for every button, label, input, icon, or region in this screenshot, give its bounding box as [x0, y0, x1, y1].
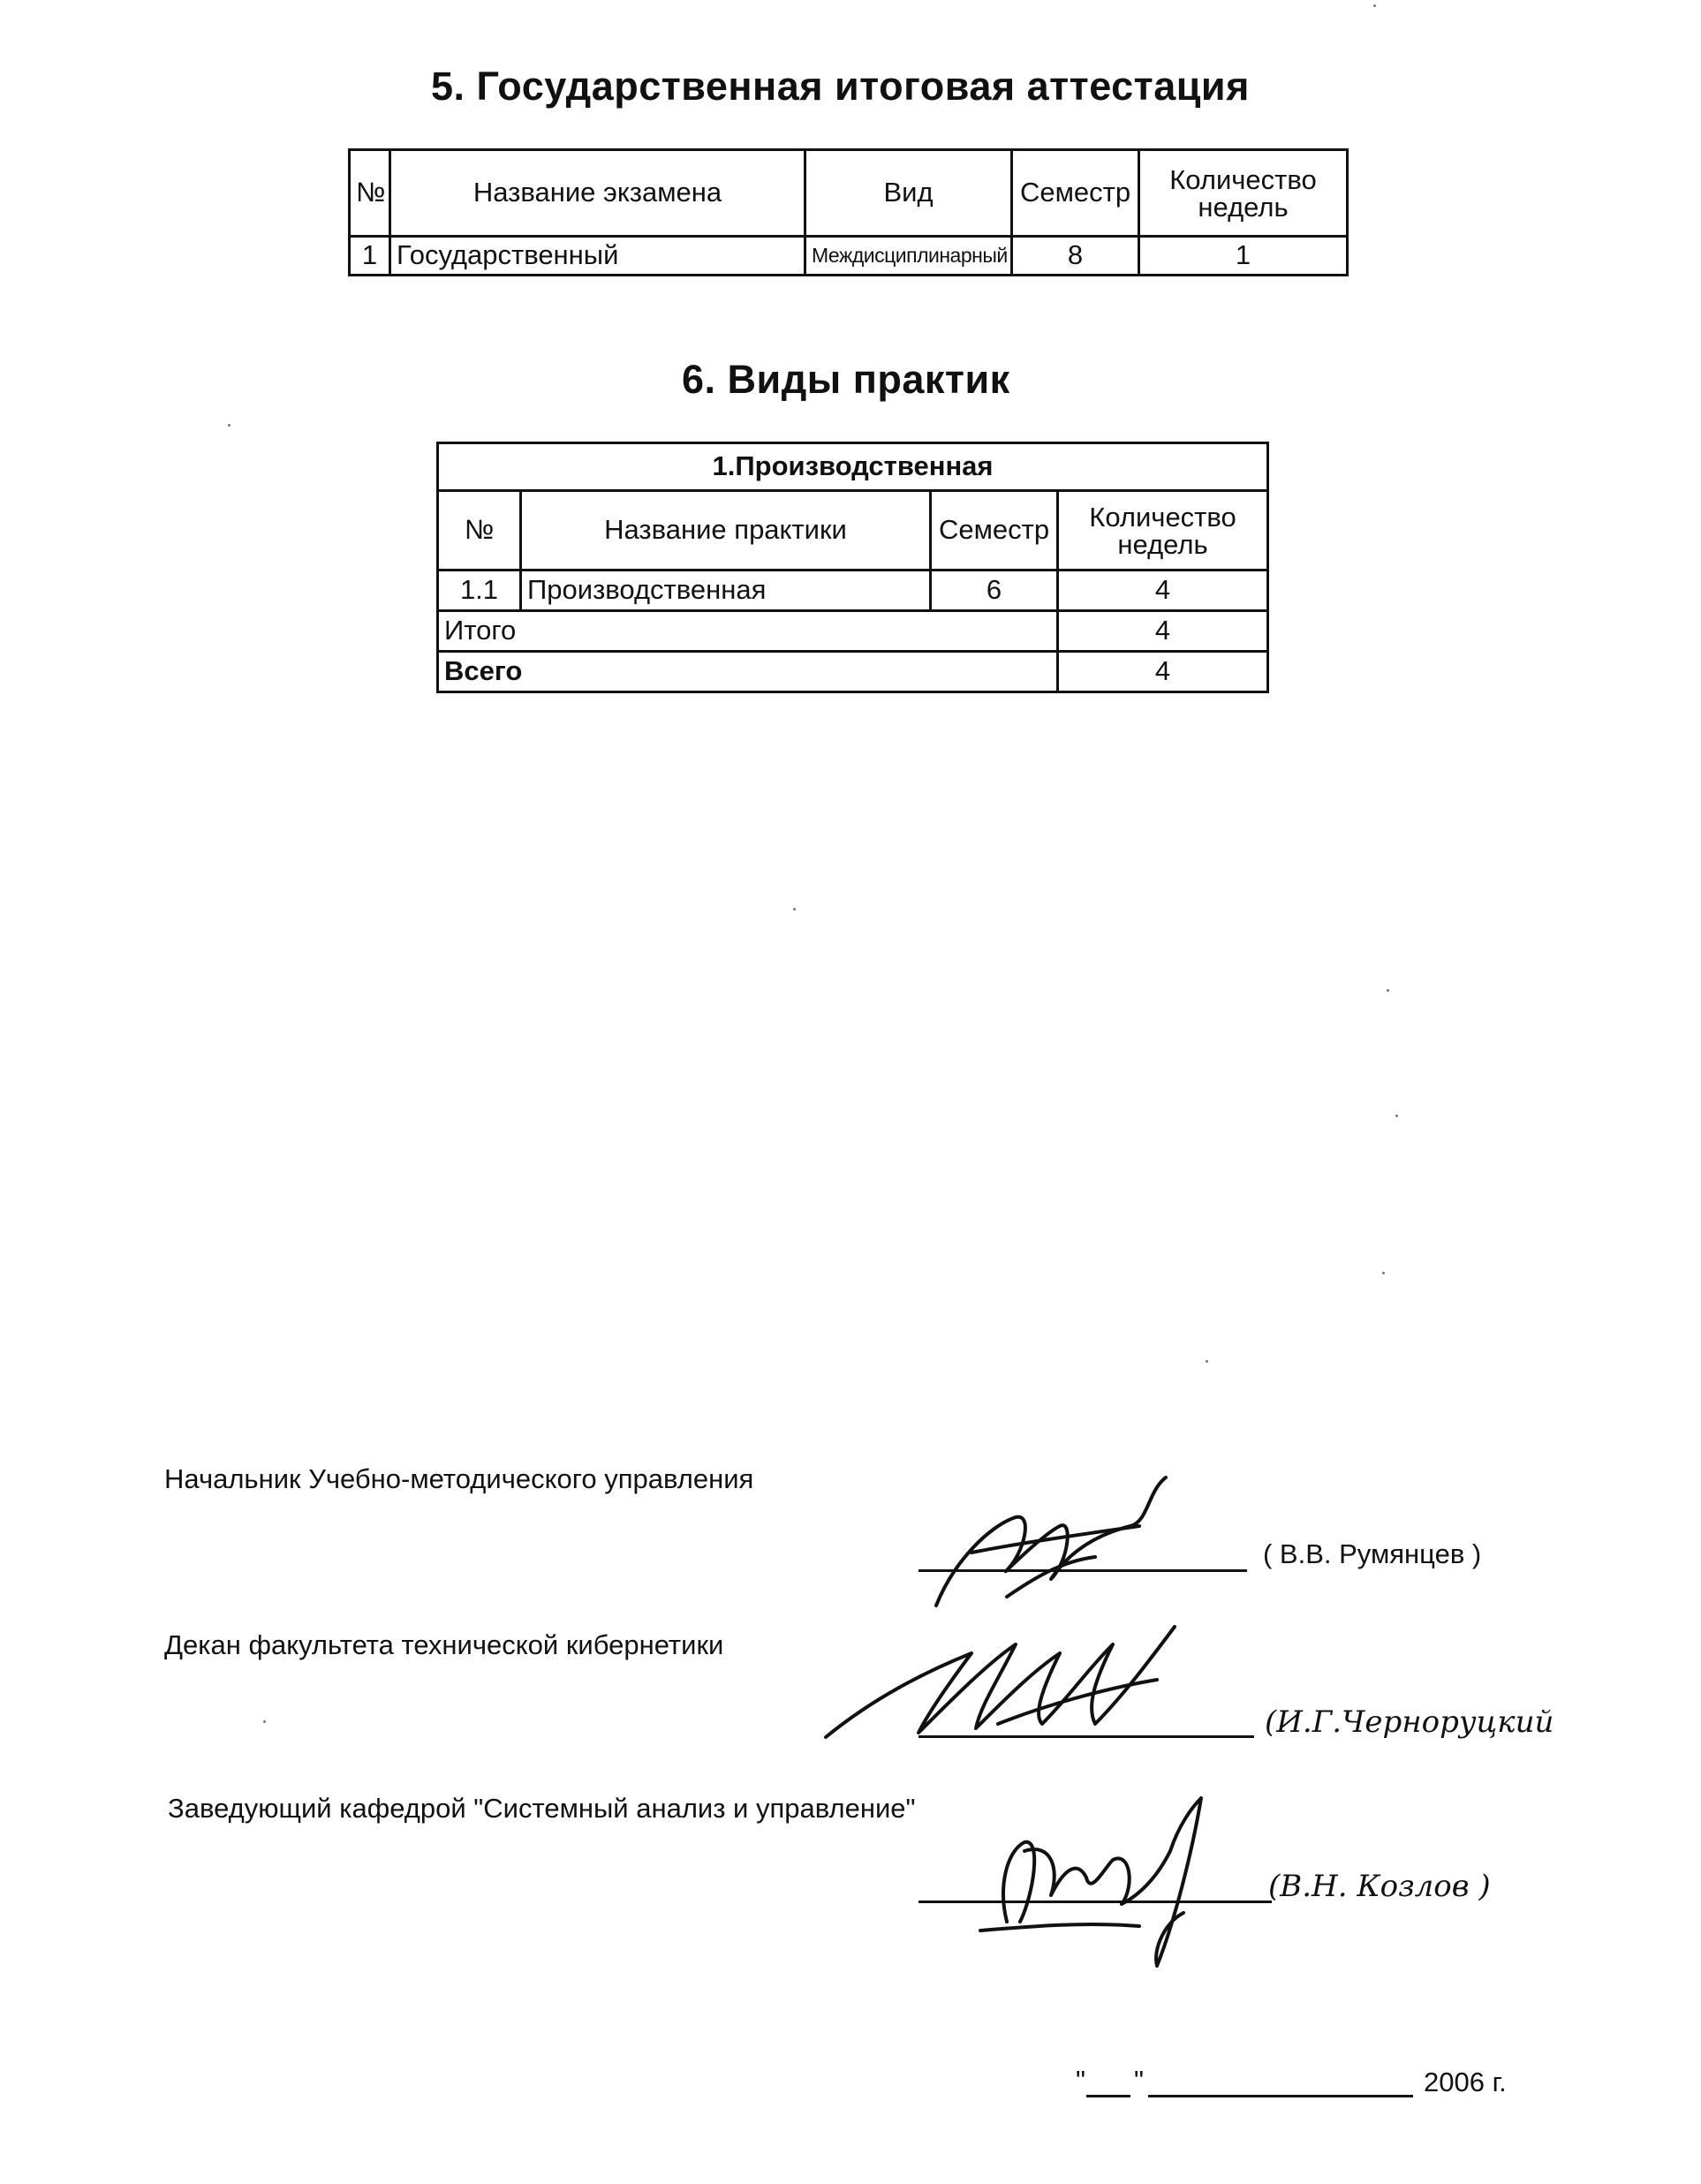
table-row [350, 237, 1348, 276]
scan-speck [263, 1720, 266, 1723]
scan-speck [228, 424, 231, 427]
scan-speck [1395, 1115, 1398, 1117]
practices-table [436, 442, 1269, 693]
header-num: № [350, 150, 390, 237]
header-weeks: Количество недель [1139, 150, 1348, 237]
scan-speck [1373, 4, 1376, 7]
table-header-row [350, 150, 1348, 237]
date-month-blank [1148, 2095, 1413, 2097]
cell-num: 1 [350, 237, 390, 276]
signature-2 [821, 1618, 1210, 1750]
scan-speck [793, 908, 796, 911]
section6-title: 6. Виды практик [682, 357, 1010, 402]
section5-title: 5. Государственная итоговая аттестация [431, 64, 1250, 109]
signatory-1-position: Начальник Учебно-методического управления [164, 1463, 754, 1494]
signatory-2-name: (И.Г.Черноруцкий [1265, 1704, 1554, 1740]
signatory-3-name: (В.Н. Козлов ) [1268, 1869, 1491, 1904]
cell-weeks: 4 [1058, 571, 1268, 611]
total-value: 4 [1058, 652, 1268, 692]
scan-speck [1382, 1272, 1385, 1274]
signatory-1-name: ( В.В. Румянцев ) [1263, 1538, 1482, 1569]
cell-practice-name: Производственная [521, 571, 931, 611]
subtotal-label: Итого [438, 611, 1058, 652]
cell-weeks: 1 [1139, 237, 1348, 276]
header-weeks: Количество недель [1058, 491, 1268, 571]
group-header-row [438, 443, 1268, 491]
table-row [438, 571, 1268, 611]
header-semester: Семестр [1012, 150, 1139, 237]
cell-semester: 8 [1012, 237, 1139, 276]
scan-speck [1206, 1360, 1208, 1363]
header-semester: Семестр [931, 491, 1058, 571]
subtotal-row [438, 611, 1268, 652]
scan-speck [1387, 989, 1389, 992]
attestation-table [348, 148, 1349, 276]
date-year: 2006 г. [1424, 2067, 1507, 2097]
date-close-quote: " [1134, 2065, 1145, 2096]
header-exam-name: Название экзамена [390, 150, 805, 237]
cell-num: 1.1 [438, 571, 521, 611]
header-type: Вид [805, 150, 1012, 237]
total-label: Всего [438, 652, 1058, 692]
signatory-2-position: Декан факультета технической кибернетики [164, 1629, 724, 1660]
subtotal-value: 4 [1058, 611, 1268, 652]
practice-group-title: 1.Производственная [438, 443, 1268, 491]
header-num: № [438, 491, 521, 571]
total-row [438, 652, 1268, 692]
table-header-row [438, 491, 1268, 571]
cell-exam-name: Государственный [390, 237, 805, 276]
cell-type: Междисциплинарный [805, 237, 1012, 276]
signature-1 [919, 1473, 1122, 1623]
date-open-quote: " [1076, 2065, 1086, 2096]
signatory-3-position: Заведующий кафедрой "Системный анализ и управление" [168, 1793, 916, 1824]
signature-3 [980, 1798, 1219, 1975]
header-practice-name: Название практики [521, 491, 931, 571]
cell-semester: 6 [931, 571, 1058, 611]
date-day-blank [1086, 2095, 1130, 2097]
